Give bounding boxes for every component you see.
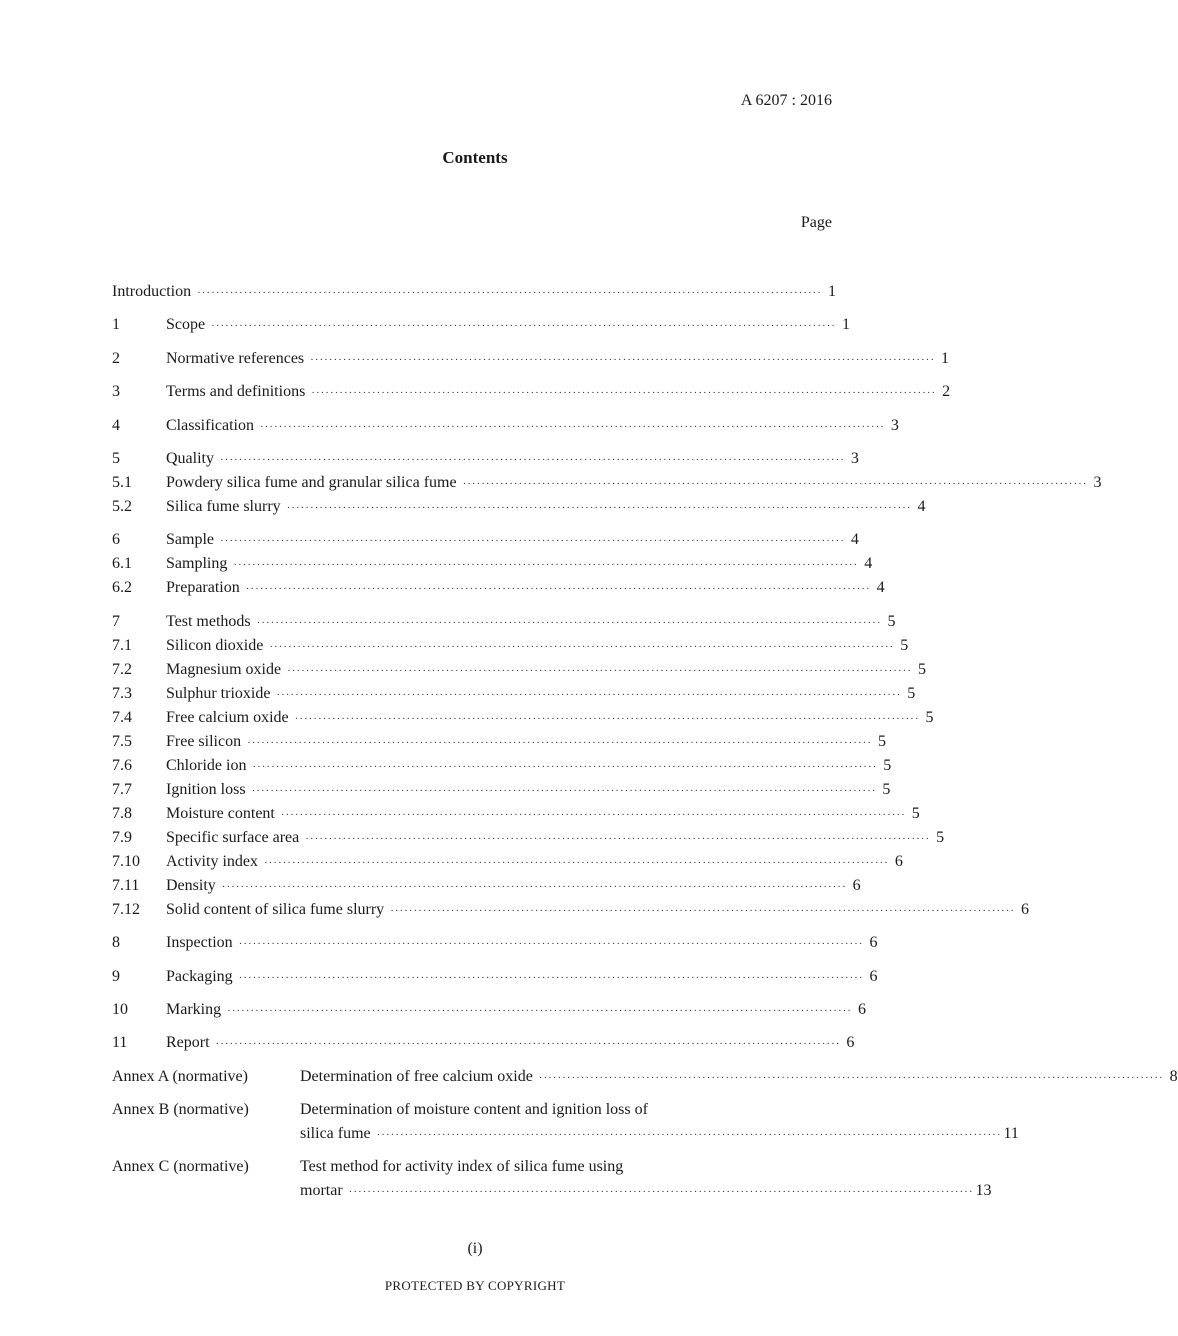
dot-leader — [305, 827, 930, 851]
toc-entry-title: Packaging — [166, 967, 233, 985]
dot-leader — [227, 999, 852, 1023]
dot-leader — [269, 635, 894, 659]
annex-id: Annex C (normative) — [112, 1158, 249, 1176]
table-of-contents — [112, 280, 1178, 1203]
toc-entry-title: Terms and definitions — [166, 383, 306, 401]
toc-entry-title: Free silicon — [166, 732, 242, 750]
toc-entry-title: Chloride ion — [166, 756, 247, 774]
toc-entry-number: 7.5 — [112, 732, 132, 750]
document-code: A 6207 : 2016 — [740, 92, 832, 109]
dot-leader — [239, 932, 864, 956]
toc-entry[interactable] — [112, 576, 885, 600]
toc-entry-number: 7.3 — [112, 684, 132, 702]
toc-entry-number: 7 — [112, 612, 120, 630]
toc-entry-title: Sulphur trioxide — [166, 684, 271, 702]
toc-entry-number: 7.6 — [112, 756, 132, 774]
toc-entry[interactable] — [112, 380, 951, 404]
toc-entry-page: 6 — [857, 1000, 866, 1018]
toc-entry-title: Inspection — [166, 934, 233, 952]
toc-entry-page: 6 — [869, 967, 878, 985]
toc-entry-page: 6 — [852, 876, 861, 894]
toc-entry-page: 5 — [936, 828, 945, 846]
toc-entry-page: 3 — [890, 416, 899, 434]
toc-entry-page: 5 — [900, 636, 909, 654]
toc-entry[interactable] — [112, 826, 945, 850]
toc-entry-page: 4 — [850, 531, 859, 549]
toc-entry-page: 5 — [887, 612, 896, 630]
toc-entry-title: Density — [166, 876, 216, 894]
toc-entry-title: Introduction — [112, 283, 192, 300]
toc-entry-number: 8 — [112, 934, 120, 952]
dot-leader — [276, 683, 901, 707]
toc-entry-number: 2 — [112, 349, 120, 367]
toc-entry-title: Classification — [166, 416, 254, 434]
dot-leader — [197, 281, 822, 305]
toc-entry-title: Activity index — [166, 852, 258, 870]
toc-entry-number: 6.2 — [112, 579, 132, 597]
annex-page: 11 — [1003, 1125, 1019, 1143]
annex-title-line: Test method for activity index of silica fume using — [300, 1158, 624, 1176]
toc-entry[interactable] — [112, 495, 926, 519]
dot-leader — [246, 577, 871, 601]
toc-entry-page: 5 — [917, 660, 926, 678]
toc-entry-page: 6 — [1021, 900, 1030, 918]
toc-entry[interactable] — [112, 634, 909, 658]
toc-entry-title: Magnesium oxide — [166, 660, 282, 678]
dot-leader — [287, 659, 912, 683]
toc-entry[interactable] — [112, 528, 859, 552]
dot-leader — [264, 851, 889, 875]
dot-leader — [281, 803, 906, 827]
toc-entry-number: 7.1 — [112, 636, 132, 654]
toc-entry[interactable] — [112, 280, 836, 304]
dot-leader — [252, 779, 877, 803]
annex-title-line: Determination of free calcium oxide — [300, 1067, 533, 1085]
annex-title-line: mortar — [300, 1182, 343, 1200]
annex-entry[interactable] — [112, 1065, 1178, 1089]
toc-entry[interactable] — [112, 658, 926, 682]
toc-entry-title: Ignition loss — [166, 780, 246, 798]
toc-entry[interactable] — [112, 850, 903, 874]
toc-entry-title: Sample — [166, 531, 214, 549]
toc-entry-number: 7.10 — [112, 852, 140, 870]
toc-entry-title: Powdery silica fume and granular silica fume — [166, 473, 457, 491]
toc-entry-number: 5 — [112, 449, 120, 467]
toc-entry-page: 1 — [827, 283, 836, 300]
toc-entry-number: 7.2 — [112, 660, 132, 678]
page-number: (i) — [467, 1240, 483, 1257]
toc-entry[interactable] — [112, 778, 891, 802]
toc-entry-page: 4 — [876, 579, 885, 597]
page-column-heading: Page — [800, 214, 832, 231]
toc-entry-title: Silicon dioxide — [166, 636, 264, 654]
toc-entry[interactable] — [112, 610, 896, 634]
annex-title-line: silica fume — [300, 1125, 371, 1143]
toc-entry-page: 5 — [911, 804, 920, 822]
toc-entry-number: 5.1 — [112, 473, 132, 491]
copyright-notice: PROTECTED BY COPYRIGHT — [384, 1278, 566, 1293]
dot-leader — [257, 611, 882, 635]
toc-entry-page: 5 — [925, 708, 934, 726]
toc-entry[interactable] — [112, 447, 859, 471]
annex-id: Annex A (normative) — [112, 1067, 248, 1085]
toc-entry-number: 9 — [112, 967, 120, 985]
annex-entry[interactable] — [112, 1098, 1019, 1146]
toc-entry[interactable] — [112, 874, 861, 898]
toc-entry-page: 2 — [942, 383, 951, 401]
toc-entry-title: Sampling — [166, 555, 228, 573]
toc-entry-number: 1 — [112, 316, 120, 334]
annex-page: 8 — [1169, 1067, 1178, 1085]
toc-entry-number: 11 — [112, 1034, 128, 1052]
toc-entry-number: 7.4 — [112, 708, 132, 726]
dot-leader — [310, 348, 935, 372]
toc-entry-page: 3 — [850, 449, 859, 467]
annex-entry[interactable] — [112, 1155, 992, 1203]
toc-entry-number: 7.8 — [112, 804, 132, 822]
dot-leader — [260, 415, 885, 439]
annex-page: 13 — [975, 1182, 992, 1200]
toc-entry[interactable] — [112, 802, 920, 826]
dot-leader — [252, 755, 877, 779]
toc-entry-number: 7.7 — [112, 780, 132, 798]
toc-entry-number: 5.2 — [112, 497, 132, 515]
page-title: Contents — [442, 148, 508, 167]
dot-leader — [247, 731, 872, 755]
dot-leader — [295, 707, 920, 731]
toc-entry-number: 7.9 — [112, 828, 132, 846]
toc-entry-title: Specific surface area — [166, 828, 300, 846]
toc-entry-number: 7.12 — [112, 900, 140, 918]
toc-entry-number: 3 — [112, 383, 120, 401]
toc-entry[interactable] — [112, 754, 892, 778]
toc-entry-page: 4 — [917, 497, 926, 515]
toc-entry-title: Silica fume slurry — [166, 497, 281, 515]
toc-entry[interactable] — [112, 313, 850, 337]
toc-entry[interactable] — [112, 898, 1030, 922]
dot-leader — [216, 1032, 841, 1056]
toc-entry[interactable] — [112, 347, 949, 371]
toc-entry-title: Preparation — [166, 579, 240, 597]
toc-entry-page: 6 — [894, 852, 903, 870]
toc-entry-page: 5 — [877, 732, 886, 750]
toc-entry-page: 5 — [883, 756, 892, 774]
toc-entry-page: 6 — [846, 1034, 855, 1052]
toc-entry[interactable] — [112, 998, 866, 1022]
dot-leader — [220, 529, 845, 553]
dot-leader — [311, 381, 936, 405]
toc-entry-title: Marking — [166, 1000, 222, 1018]
toc-entry[interactable] — [112, 552, 873, 576]
toc-entry-number: 6.1 — [112, 555, 132, 573]
toc-entry-number: 4 — [112, 416, 120, 434]
toc-entry-title: Quality — [166, 449, 214, 467]
dot-leader — [463, 472, 1088, 496]
toc-entry-title: Normative references — [166, 349, 305, 367]
toc-entry[interactable] — [112, 730, 886, 754]
dot-leader — [220, 448, 845, 472]
dot-leader — [377, 1123, 1002, 1147]
toc-entry-title: Free calcium oxide — [166, 708, 289, 726]
toc-entry-number: 7.11 — [112, 876, 140, 894]
toc-entry-page: 6 — [869, 934, 878, 952]
dot-leader — [233, 553, 858, 577]
dot-leader — [349, 1180, 974, 1204]
toc-entry-page: 5 — [907, 684, 916, 702]
dot-leader — [239, 966, 864, 990]
toc-entry-title: Moisture content — [166, 804, 275, 822]
toc-entry-number: 10 — [112, 1000, 128, 1018]
toc-entry-page: 1 — [941, 349, 949, 367]
toc-entry[interactable] — [112, 414, 899, 438]
toc-entry[interactable] — [112, 682, 916, 706]
toc-entry-title: Report — [166, 1034, 210, 1052]
toc-entry-number: 6 — [112, 531, 120, 549]
dot-leader — [287, 496, 912, 520]
dot-leader — [211, 314, 836, 338]
toc-entry[interactable] — [112, 706, 934, 730]
toc-entry[interactable] — [112, 965, 878, 989]
toc-entry-page: 4 — [864, 555, 873, 573]
toc-entry-title: Solid content of silica fume slurry — [166, 900, 385, 918]
toc-entry-title: Scope — [166, 316, 206, 334]
dot-leader — [539, 1066, 1164, 1090]
toc-entry-page: 5 — [882, 780, 891, 798]
dot-leader — [222, 875, 847, 899]
toc-entry-page: 1 — [841, 316, 850, 334]
toc-entry[interactable] — [112, 1031, 855, 1055]
annex-id: Annex B (normative) — [112, 1101, 249, 1119]
toc-entry[interactable] — [112, 931, 878, 955]
toc-entry[interactable] — [112, 471, 1102, 495]
toc-entry-title: Test methods — [166, 612, 251, 630]
dot-leader — [390, 899, 1015, 923]
annex-title-line: Determination of moisture content and ignition loss of — [300, 1101, 648, 1119]
toc-entry-page: 3 — [1093, 473, 1102, 491]
